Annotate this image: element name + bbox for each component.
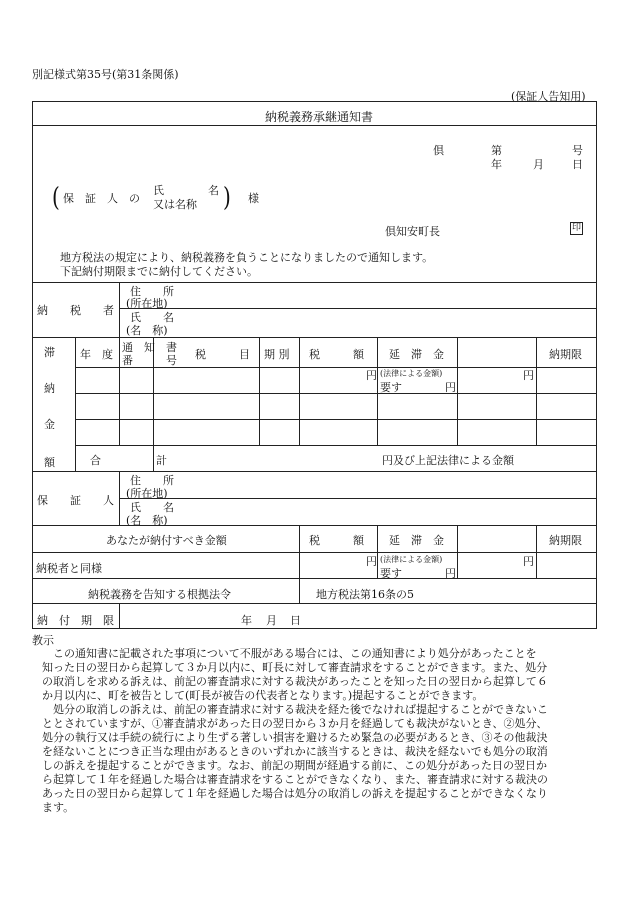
date-nen: 年 [491, 158, 502, 171]
payable-yen-2: 円 [445, 567, 456, 580]
payable-label: あなたが納付すべき金額 [106, 534, 227, 547]
header-kibetsu: 期 別 [264, 348, 290, 361]
notes-line-2: 知った日の翌日から起算して３か月以内に、町長に対して審査請求をすることができます。また、処分 [42, 661, 548, 674]
form-id: 別記様式第35号(第31条関係) [32, 68, 179, 81]
notes-line-3: の取消しを求める訴えは、前記の審査請求に対する裁決があったことを知った日の翌日から起算して６ [42, 675, 548, 688]
header-nokigen: 納期限 [549, 348, 582, 361]
taxpayer-label: 納 税 者 [37, 304, 114, 317]
recipient-name-top: 氏 名 [153, 184, 219, 197]
doc-go: 号 [572, 144, 583, 157]
notes-title: 教示 [32, 634, 54, 647]
due-date-nen: 年 [241, 614, 252, 627]
arrears-yosu: 要す [380, 381, 402, 394]
arrears-side-2: 納 [44, 382, 55, 395]
notes-line-10: ら起算して１年を経過した場合は審査請求をすることができなくなり、また、審査請求に対する裁決の [42, 773, 548, 786]
recipient-close-paren: ) [223, 181, 231, 213]
recipient-name-bottom: 又は名称 [153, 198, 197, 211]
taxpayer-address-bottom: (所在地) [126, 297, 168, 310]
payable-legal-amount: (法律による金額) [380, 555, 443, 564]
guarantor-label: 保 証 人 [37, 494, 114, 507]
notes-line-4: か月以内に、町を被告として(町長が被告の代表者となります。)提起することができます。 [42, 689, 484, 702]
due-date-tsuki: 月 [266, 614, 277, 627]
payable-entai: 延 滞 金 [389, 534, 444, 547]
header-entai: 延 滞 金 [389, 348, 444, 361]
payable-yosu: 要す [380, 567, 402, 580]
recipient-open-paren: ( [52, 181, 60, 213]
header-notice-top: 通 知 書 [122, 341, 177, 354]
notes-line-5: 処分の取消しの訴えは、前記の審査請求に対する裁決を経た後でなければ提起することができないこ [42, 703, 548, 716]
doc-prefix: 倶 [433, 144, 444, 157]
arrears-total-note: 円及び上記法律による金額 [382, 454, 514, 467]
copy-type: (保証人告知用) [511, 90, 586, 103]
notes-line-1: この通知書に記載された事項について不服がある場合には、この通知書により処分があったことを [42, 647, 537, 660]
legal-basis-label: 納税義務を告知する根拠法令 [88, 588, 231, 601]
recipient-label: 保 証 人 の [63, 192, 140, 205]
header-zeigaku: 税 額 [309, 348, 364, 361]
notes-line-7: 処分の執行又は手続の続行により生ずる著しい損害を避けるため緊急の必要があるとき、③その他裁決 [42, 731, 548, 744]
guarantor-address-top: 住 所 [130, 474, 174, 487]
header-zeimoku: 税 目 [195, 348, 250, 361]
arrears-side-4: 額 [44, 456, 55, 469]
notes-line-11: あった日の翌日から起算して１年を経過した場合は処分の取消しの訴えを提起することができなくなり [42, 787, 548, 800]
legal-basis-value: 地方税法第16条の5 [316, 588, 414, 601]
notes-line-9: しの訴えを提起することができます。なお、前記の期間が経過する前に、この処分があった日の翌日か [42, 759, 548, 772]
payable-nokigen: 納期限 [549, 534, 582, 547]
date-hi: 日 [572, 158, 583, 171]
notes-line-12: ます。 [42, 801, 75, 814]
arrears-side-1: 滞 [44, 346, 55, 359]
arrears-yen-2: 円 [445, 381, 456, 394]
due-date-label: 納 付 期 限 [37, 614, 114, 627]
notes-line-6: ととされていますが、①審査請求があった日の翌日から３か月を経過しても裁決がないとき、②処分、 [42, 717, 548, 730]
taxpayer-name-bottom: (名 称) [126, 324, 168, 337]
doc-dai: 第 [491, 144, 502, 157]
issuer: 倶知安町長 [385, 225, 440, 238]
intro-line-2: 下記納付期限までに納付してください。 [60, 265, 258, 278]
arrears-total-label: 合 計 [90, 454, 167, 467]
due-date-hi: 日 [290, 614, 301, 627]
notes-line-8: を経ないことにつき正当な理由があるときのいずれかに該当するときは、裁決を経ないでも処分の取消 [42, 745, 548, 758]
arrears-side-3: 金 [44, 418, 55, 431]
arrears-yen-3: 円 [523, 369, 534, 382]
guarantor-address-bottom: (所在地) [126, 487, 168, 500]
payable-yen-3: 円 [523, 555, 534, 568]
form-title: 納税義務承継通知書 [265, 110, 374, 124]
taxpayer-name-top: 氏 名 [130, 311, 174, 324]
guarantor-name-bottom: (名 称) [126, 514, 168, 527]
seal-mark: 印 [571, 223, 581, 233]
notice-form [32, 101, 597, 629]
intro-line-1: 地方税法の規定により、納税義務を負うことになりましたので通知します。 [60, 251, 434, 264]
arrears-legal-amount: (法律による金額) [380, 369, 443, 378]
header-notice-bottom: 番 号 [122, 354, 177, 367]
taxpayer-address-top: 住 所 [130, 285, 174, 298]
header-nendo: 年 度 [80, 348, 113, 361]
date-tsuki: 月 [533, 158, 544, 171]
guarantor-name-top: 氏 名 [130, 501, 174, 514]
payable-row-label: 納税者と同様 [36, 562, 102, 575]
recipient-sama: 様 [248, 192, 259, 205]
payable-yen-1: 円 [366, 555, 377, 568]
arrears-yen-1: 円 [366, 369, 377, 382]
payable-zeigaku: 税 額 [309, 534, 364, 547]
